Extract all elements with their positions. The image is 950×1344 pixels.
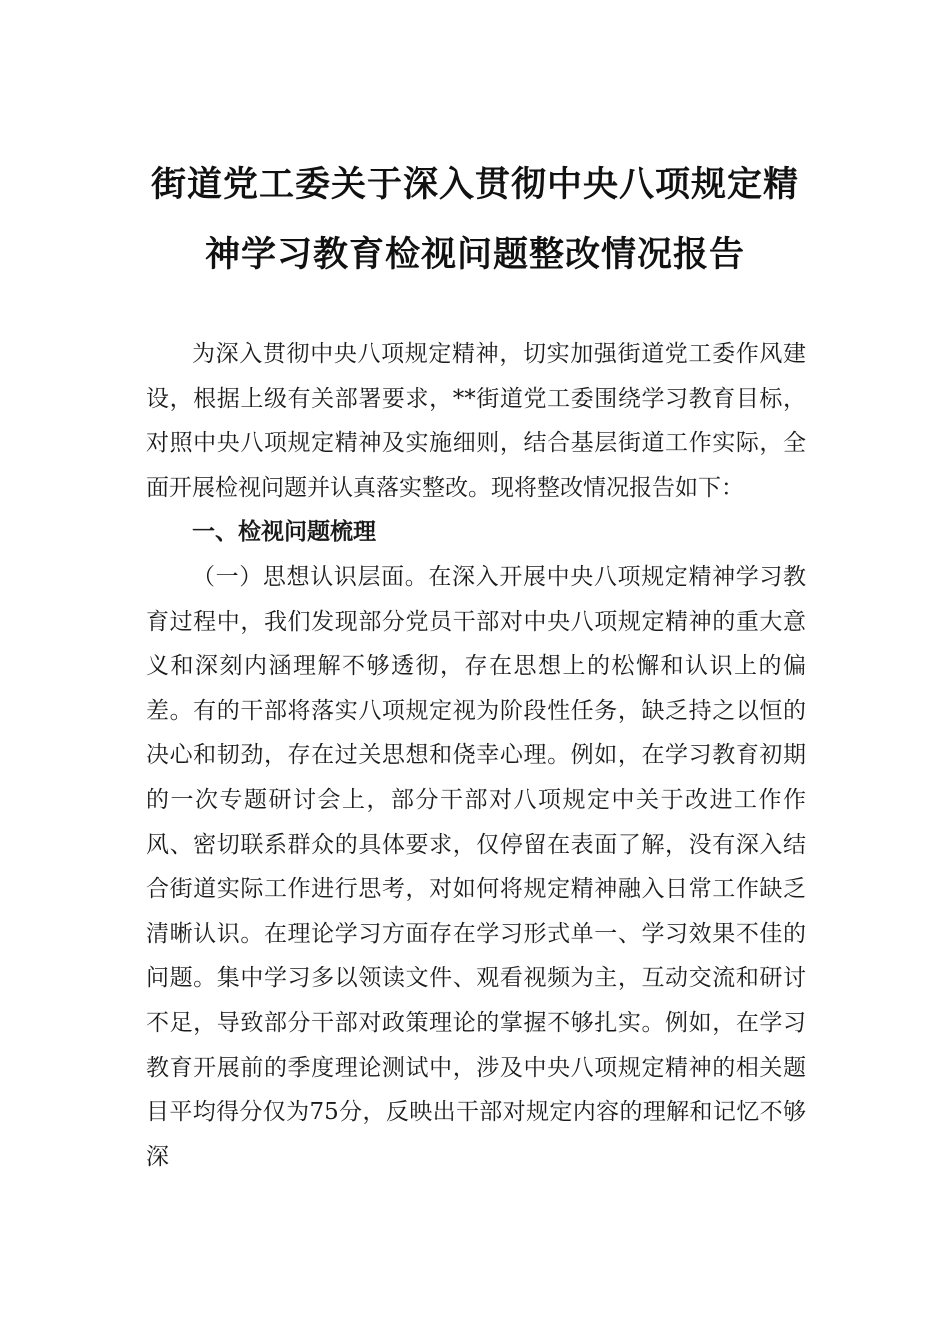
subsection-lead-1: （一）思想认识层面。 (192, 563, 429, 590)
document-title-line-1: 街道党工委关于深入贯彻中央八项规定精 (150, 164, 799, 205)
section-heading-1: 一、检视问题梳理 (192, 519, 376, 546)
document-body (146, 332, 806, 1179)
subsection-text-1: 在深入开展中央八项规定精神学习教育过程中，我们发现部分党员干部对中央八项规定精神的重大意义和深刻内涵理解不够透彻，存在思想上的松懈和认识上的偏差。有的干部将落实八项规定视为阶段性任务，缺乏持之以恒的决心和韧劲，存在过关思想和侥幸心理。例如，在学习教育初期的一次专题研讨会上，部分干部对八项规定中关于改进工作作风、密切联系群众的具体要求，仅停留在表面了解，没有深入结合街道实际工作进行思考，对如何将规定精神融入日常工作缺乏清晰认识。在理论学习方面存在学习形式单一、学习效果不佳的问题。集中学习多以领读文件、观看视频为主，互动交流和研讨不足，导致部分干部对政策理论的掌握不够扎实。例如，在学习教育开展前的季度理论测试中，涉及中央八项规定精神的相关题目平均得分仅为75分，反映出干部对规定内容的理解和记忆不够深 (146, 563, 807, 1170)
document-title-line-2: 神学习教育检视问题整改情况报告 (204, 234, 745, 275)
intro-paragraph: 为深入贯彻中央八项规定精神，切实加强街道党工委作风建设，根据上级有关部署要求，**街道党工委围绕学习教育目标，对照中央八项规定精神及实施细则，结合基层街道工作实际，全面开展检视问题并认真落实整改。现将整改情况报告如下： (146, 341, 806, 501)
subsection-paragraph-1 (146, 555, 806, 1179)
